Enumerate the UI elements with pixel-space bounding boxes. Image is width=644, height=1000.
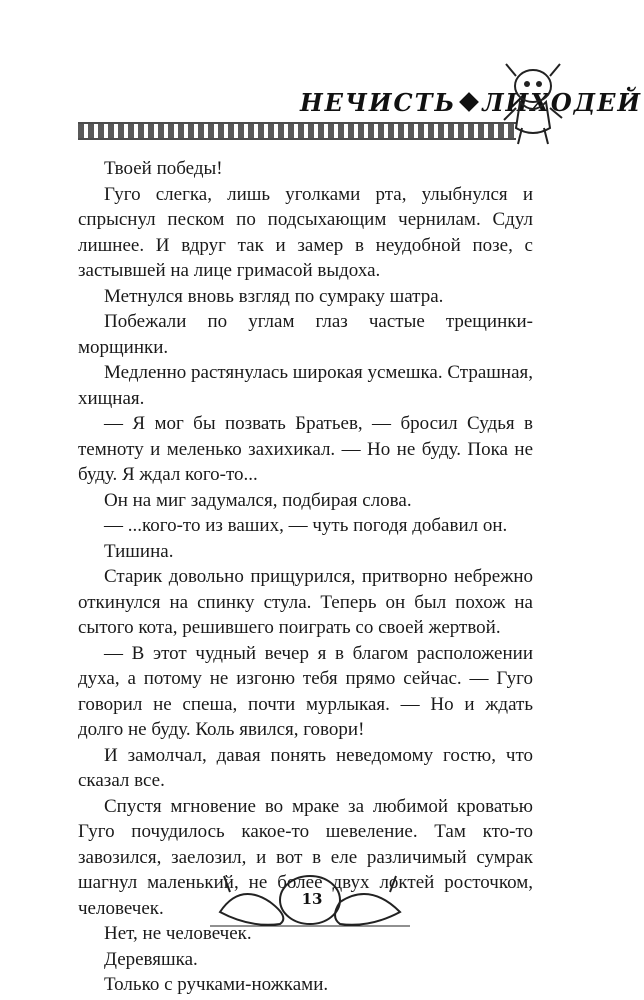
paragraph: И замолчал, давая понять неведомому гостю, что сказал все.	[78, 744, 533, 791]
title-diamond-ornament	[459, 92, 479, 112]
paragraph: Нет, не человечек.	[104, 923, 252, 944]
paragraph: Гуго слегка, лишь уголками рта, улыбнулся и спрыснул песком по подсыхающим чернилам. Сдул лишнее. И вдруг так и замер в неудобной позе, с застывшей на лице гримасой выдоха.	[78, 183, 533, 281]
paragraph: Метнулся вновь взгляд по сумраку шатра.	[104, 285, 444, 307]
paragraph: Он на миг задумался, подбирая слова.	[104, 489, 412, 511]
paragraph: — ...кого-то из ваших, — чуть погодя добавил он.	[104, 515, 508, 536]
page-number: 13	[301, 890, 323, 908]
paragraph: Тишина.	[104, 540, 174, 562]
header-ornament-band	[78, 122, 516, 140]
paragraph: Спустя мгновение во мраке за любимой кроватью Гуго почудилось какое-то шевеление. Там кто-то завозился, заелозил, и вот в еле различимый сумрак шагнул маленький, не более двух локтей росточком, человечек.	[78, 795, 533, 919]
running-title	[300, 82, 642, 122]
page-header	[0, 0, 644, 150]
paragraph: — В этот чудный вечер я в благом расположении духа, а потому не изгоню тебя прямо сейчас. — Гуго говорил не спеша, почти мурлыкая. — Но и ждать долго не буду. Коль явился, говори!	[78, 642, 533, 740]
goblin-illustration	[498, 58, 568, 148]
title-word-2: ЛИХОДЕЙ	[482, 87, 643, 117]
paragraph: Побежали по углам глаз частые трещинки-морщинки.	[78, 311, 533, 358]
paragraph: Твоей победы!	[104, 158, 223, 179]
title-word-1: НЕЧИСТЬ	[300, 87, 457, 117]
paragraph: Медленно растянулась широкая усмешка. Страшная, хищная.	[78, 362, 533, 409]
paragraph: Только с ручками-ножками.	[104, 974, 329, 995]
paragraph: — Я мог бы позвать Братьев, — бросил Судья в темноту и меленько захихикал. — Но не буду. Пока не буду. Я ждал кого-то...	[78, 413, 533, 485]
paragraph: Деревяшка.	[104, 948, 198, 970]
paragraph: Старик довольно прищурился, притворно небрежно откинулся на спинку стула. Теперь он был похож на сытого кота, решившего поиграть со своей жертвой.	[78, 566, 533, 638]
